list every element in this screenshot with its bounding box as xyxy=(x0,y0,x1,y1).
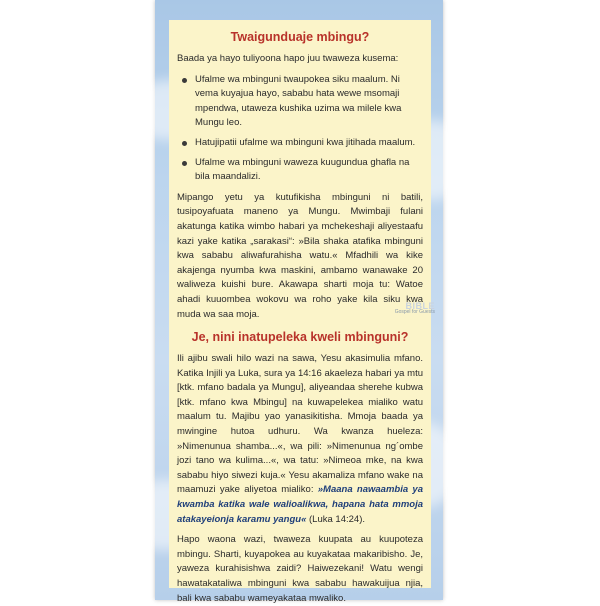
bullet-list xyxy=(177,73,423,185)
quote-reference: (Luka 14:24). xyxy=(306,513,365,525)
tract-flyer xyxy=(155,0,443,604)
body-paragraph: Mipango yetu ya kutufikisha mbinguni ni batili, tusipoyafuata maneno ya Mungu. Mwimbaji fulani akatunga katika wimbo habari ya mchekeshaji aliyestaafu kazi yake katika „sarakasi“: »Bila shaka atafika mbinguni kwa sababu aliwafurahisha watu.« Mfadhili wa kike akajenga nyumba kwa maskini, ambamo wanawake 20 waliweza kuishi bure. Akawapa sharti moja tu: Watoe ahadi kuuombea wokovu wa roho yake kila siku kwa muda wa saa moja. xyxy=(177,191,423,320)
body-paragraph: Hapo waona wazi, twaweza kuupata au kuupoteza mbingu. Sharti, kuyapokea au kuyakataa makaribisho. Je, yaweza kurahisishwa zaidi? Haiwezekani! Watu wengi hawatakataliwa mbinguni kwa sababu hawakuijua njia, bali kwa sababu wameyakataa mwaliko. xyxy=(177,534,423,604)
text-panel xyxy=(169,20,431,604)
bullet-item: Ufalme wa mbinguni waweza kuugundua ghafla na bila maandalizi. xyxy=(177,156,423,185)
bullet-item: Hatujipatii ufalme wa mbinguni kwa jitihada maalum. xyxy=(177,136,423,151)
paragraph-text: Ili ajibu swali hilo wazi na sawa, Yesu akasimulia mfano. Katika Injili ya Luka, sura ya 14:16 akaeleza habari ya mtu [ktk. mfano badala ya Mungu], aliyeandaa sherehe kubwa [ktk. mfano kwa Mbingu] na kuwapelekea mialiko watu maalum tu. Majibu yao yanasikitisha. Mmoja baada ya mwingine hutoa udhuru. Wa kwanza hueleza: »Nimenunua shamba...«, wa pili: »Nimenunua ng´ombe jozi tano wa kulima...«, wa tatu: »Nimeoa mke, na kwa sababu hiyo siwezi kuja.« Yesu akamaliza mfano wake na maamuzi yake aliyetoa mialiko: xyxy=(177,353,423,496)
watermark xyxy=(395,303,435,315)
watermark-logo-text: BIBLE xyxy=(405,301,435,311)
bible-quote: »Maana nawaambia ya kwamba katika wale walioalikwa, hapana hata mmoja atakayeionja karamu yangu« xyxy=(177,484,424,525)
intro-text: Baada ya hayo tuliyoona hapo juu twaweza kusema: xyxy=(177,53,399,64)
section-heading: Twaigunduaje mbingu? xyxy=(230,30,370,44)
body-paragraph xyxy=(177,352,423,527)
bullet-item: Ufalme wa mbinguni twaupokea siku maalum. Ni vema kuyajua hayo, sababu hata wewe msomaji mpendwa, utaweza kushika uzima wa milele kwa Mungu leo. xyxy=(177,73,423,131)
section-heading: Je, nini inatupeleka kweli mbinguni? xyxy=(191,330,409,345)
watermark-caption: Gospel for Guests xyxy=(394,309,435,315)
